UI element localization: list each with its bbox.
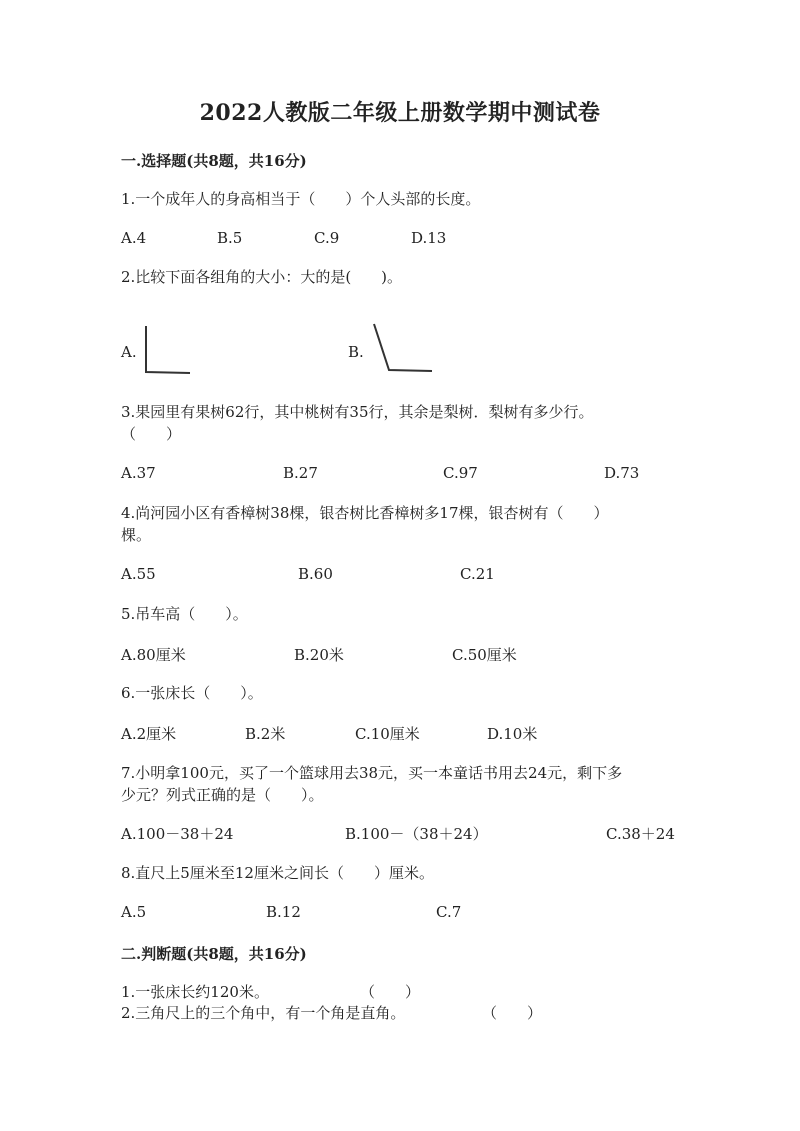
- right-angle-figure: [140, 322, 196, 378]
- q6-option-b: B.2米: [245, 725, 286, 743]
- q1-option-a: A.4: [121, 229, 147, 247]
- question-6: 6.一张床长（ ）。: [121, 684, 263, 702]
- section-heading-choice: 一.选择题(共8题，共16分): [121, 152, 307, 170]
- q8-option-b: B.12: [266, 903, 301, 921]
- q8-option-c: C.7: [436, 903, 462, 921]
- question-2: 2.比较下面各组角的大小：大的是( )。: [121, 268, 403, 286]
- judgement-1: 1.一张床长约120米。: [121, 983, 269, 1001]
- q8-option-a: A.5: [121, 903, 147, 921]
- q6-option-a: A.2厘米: [121, 725, 177, 743]
- judgement-2: 2.三角尺上的三个角中，有一个角是直角。: [121, 1004, 406, 1022]
- q4-option-b: B.60: [298, 565, 333, 583]
- q3-option-c: C.97: [443, 464, 478, 482]
- q7-option-b: B.100－（38＋24）: [345, 825, 488, 843]
- question-5: 5.吊车高（ ）。: [121, 605, 248, 623]
- q6-option-d: D.10米: [487, 725, 538, 743]
- q7-option-c: C.38＋24: [606, 825, 675, 843]
- q2-option-a: A.: [121, 343, 137, 361]
- question-3-line-1: 3.果园里有果树62行，其中桃树有35行，其余是梨树．梨树有多少行。: [121, 403, 594, 421]
- judgement-1-blank: （ ）: [360, 983, 421, 1001]
- q7-option-a: A.100－38＋24: [121, 825, 234, 843]
- q1-option-d: D.13: [411, 229, 447, 247]
- question-8: 8.直尺上5厘米至12厘米之间长（ ）厘米。: [121, 864, 434, 882]
- q4-option-a: A.55: [121, 565, 156, 583]
- q5-option-b: B.20米: [294, 646, 344, 664]
- obtuse-angle-figure: [368, 318, 438, 378]
- question-7-line-2: 少元？列式正确的是（ ）。: [121, 786, 324, 804]
- q3-option-d: D.73: [604, 464, 640, 482]
- q3-option-b: B.27: [283, 464, 318, 482]
- question-4-line-2: 棵。: [121, 526, 152, 544]
- q6-option-c: C.10厘米: [355, 725, 420, 743]
- q3-option-a: A.37: [121, 464, 156, 482]
- section-heading-judgement: 二.判断题(共8题，共16分): [121, 945, 307, 963]
- q1-option-b: B.5: [217, 229, 243, 247]
- q5-option-a: A.80厘米: [121, 646, 186, 664]
- q1-option-c: C.9: [314, 229, 340, 247]
- question-4-line-1: 4.尚河园小区有香樟树38棵，银杏树比香樟树多17棵，银杏树有（ ）: [121, 504, 609, 522]
- judgement-2-blank: （ ）: [482, 1004, 543, 1022]
- q4-option-c: C.21: [460, 565, 495, 583]
- page-title: 2022人教版二年级上册数学期中测试卷: [199, 100, 601, 126]
- question-7-line-1: 7.小明拿100元，买了一个篮球用去38元，买一本童话书用去24元，剩下多: [121, 764, 623, 782]
- question-1: 1.一个成年人的身高相当于（ ）个人头部的长度。: [121, 190, 481, 208]
- question-3-line-2: （ ）: [121, 425, 182, 443]
- q2-option-b: B.: [348, 343, 364, 361]
- q5-option-c: C.50厘米: [452, 646, 517, 664]
